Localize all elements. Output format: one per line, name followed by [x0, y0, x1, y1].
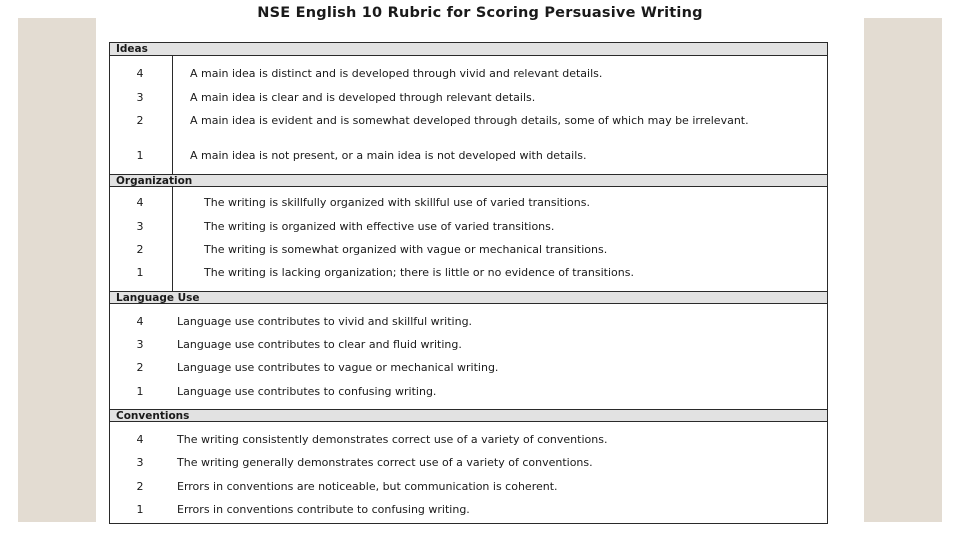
score-description: Errors in conventions contribute to confusing writing. [177, 503, 470, 516]
score-description: A main idea is not present, or a main idea is not developed with details. [190, 149, 587, 162]
score-value: 3 [136, 456, 144, 469]
section-organization [110, 174, 827, 291]
score-value: 4 [136, 433, 144, 446]
score-description: Language use contributes to confusing writing. [177, 385, 437, 398]
section-header-organization: Organization [110, 174, 827, 187]
score-description: Language use contributes to clear and fluid writing. [177, 338, 462, 351]
score-value: 3 [136, 220, 144, 233]
score-value: 2 [136, 114, 144, 127]
section-conventions [110, 409, 827, 522]
score-value: 4 [136, 315, 144, 328]
score-value: 4 [136, 196, 144, 209]
section-language-use [110, 291, 827, 409]
score-value: 1 [136, 149, 144, 162]
score-description: The writing is somewhat organized with vague or mechanical transitions. [204, 243, 608, 256]
score-value: 2 [136, 480, 144, 493]
score-description: Errors in conventions are noticeable, but communication is coherent. [177, 480, 558, 493]
left-decorative-panel [18, 18, 96, 522]
section-header-conventions: Conventions [110, 409, 827, 422]
score-description: A main idea is clear and is developed through relevant details. [190, 91, 536, 104]
score-description: The writing is skillfully organized with skillful use of varied transitions. [204, 196, 590, 209]
score-value: 1 [136, 266, 144, 279]
section-ideas [110, 43, 827, 174]
score-value: 3 [136, 338, 144, 351]
section-header-ideas: Ideas [110, 43, 827, 56]
section-header-language-use: Language Use [110, 291, 827, 304]
score-value: 1 [136, 503, 144, 516]
score-description: The writing consistently demonstrates correct use of a variety of conventions. [177, 433, 608, 446]
score-value: 4 [136, 67, 144, 80]
document-title: NSE English 10 Rubric for Scoring Persuasive Writing [257, 5, 703, 21]
score-description: Language use contributes to vague or mechanical writing. [177, 361, 499, 374]
column-divider [172, 56, 173, 174]
score-description: A main idea is evident and is somewhat developed through details, some of which may be irrelevant. [190, 114, 749, 127]
right-decorative-panel [864, 18, 942, 522]
score-description: The writing is lacking organization; there is little or no evidence of transitions. [204, 266, 634, 279]
column-divider [172, 187, 173, 291]
score-description: A main idea is distinct and is developed through vivid and relevant details. [190, 67, 603, 80]
score-value: 2 [136, 361, 144, 374]
rubric-table [109, 42, 828, 524]
score-description: The writing generally demonstrates correct use of a variety of conventions. [177, 456, 593, 469]
score-value: 3 [136, 91, 144, 104]
score-description: The writing is organized with effective use of varied transitions. [204, 220, 555, 233]
score-value: 2 [136, 243, 144, 256]
score-value: 1 [136, 385, 144, 398]
score-description: Language use contributes to vivid and skillful writing. [177, 315, 473, 328]
